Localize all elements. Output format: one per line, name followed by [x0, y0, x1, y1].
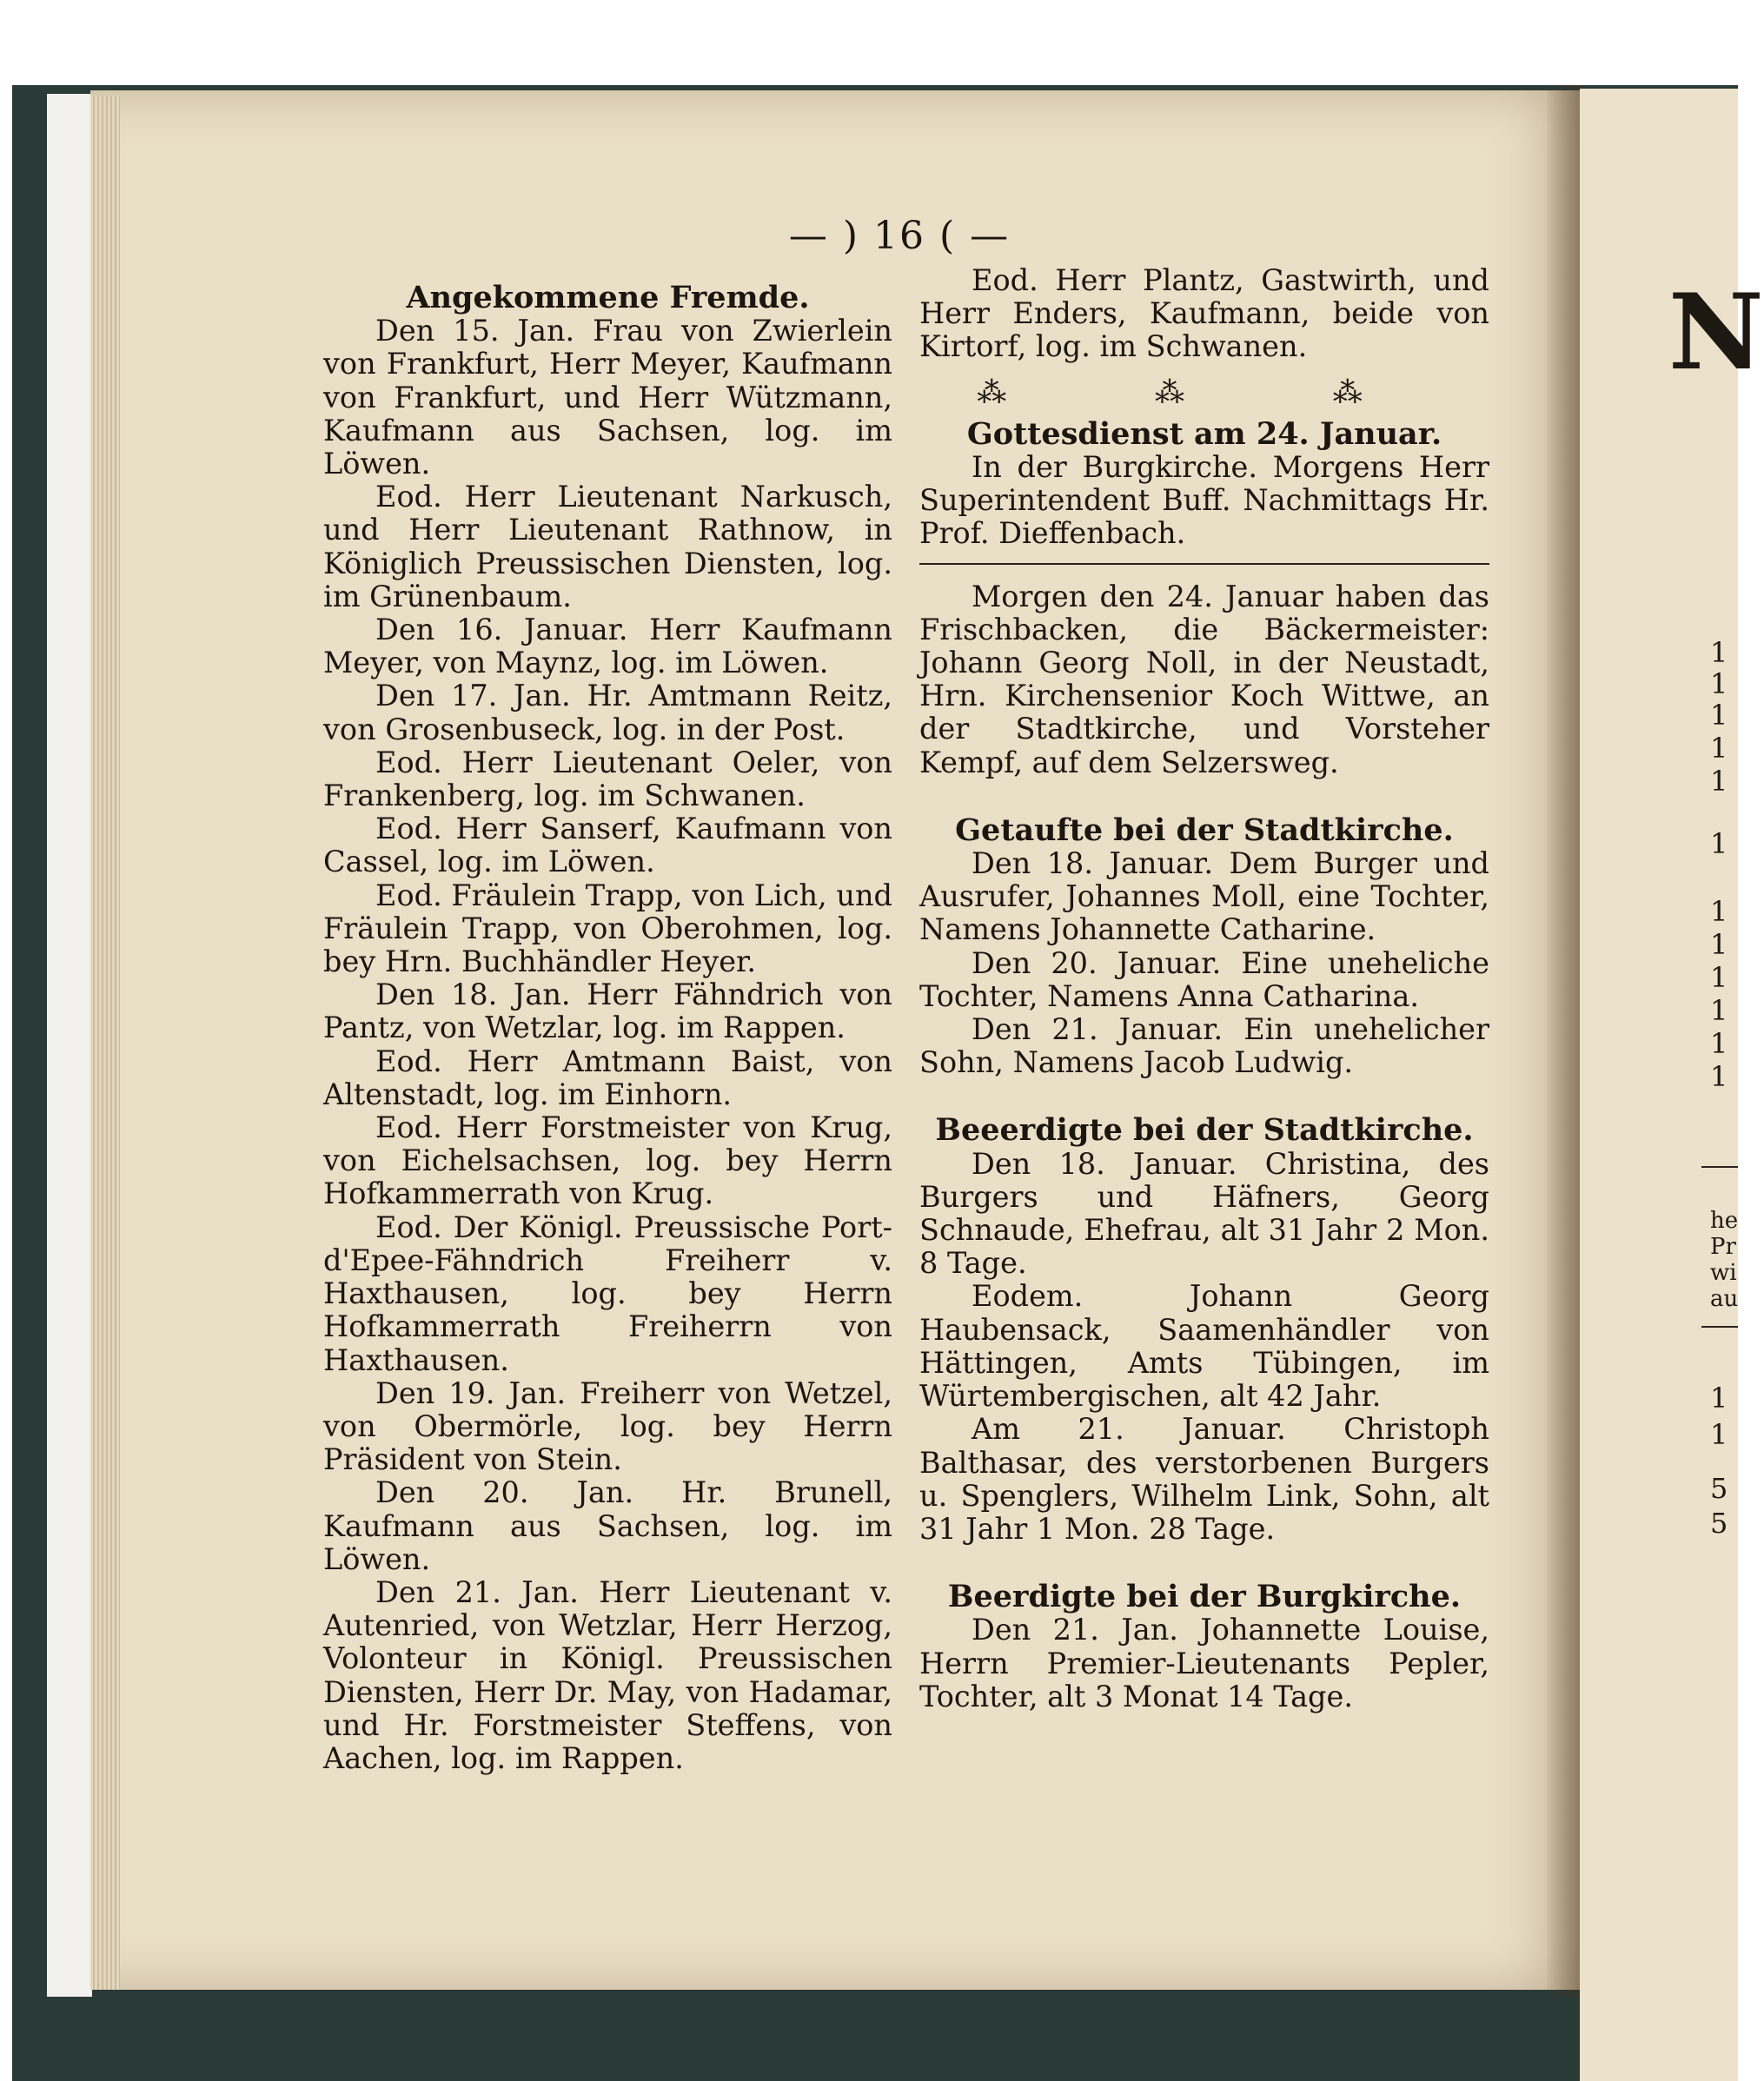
arrival-entry: Eod. Herr Lieutenant Oeler, von Frankenberg, log. im Schwanen.	[323, 745, 892, 813]
left-column	[323, 282, 892, 1775]
next-page-digit: 1	[1710, 827, 1728, 860]
spacer	[919, 779, 1489, 814]
next-page-digit: 1	[1710, 928, 1728, 961]
page-edges	[90, 96, 120, 1990]
arrival-entry: Eod. Herr Forstmeister von Krug, von Eichelsachsen, log. bey Herrn Hofkammerrath von Krug.	[323, 1110, 892, 1211]
next-page-digit: 1	[1710, 1418, 1728, 1451]
heading-church-service: Gottesdienst am 24. Januar.	[966, 415, 1442, 452]
arrival-entry: Eod. Der Königl. Preussische Port-d'Epee-Fähndrich Freiherr v. Haxthausen, log. bey Herrn Hofkammerrath Freiherrn von Haxthausen.	[323, 1209, 892, 1377]
arrival-entry: Den 18. Jan. Herr Fähndrich von Pantz, von Wetzlar, log. im Rappen.	[323, 978, 892, 1045]
heading-baptized: Getaufte bei der Stadtkirche.	[955, 812, 1454, 848]
baptism-entry: Den 20. Januar. Eine uneheliche Tochter, Namens Anna Catharina.	[919, 945, 1489, 1013]
next-page-digit: 1	[1710, 1060, 1728, 1093]
next-page-word: he	[1710, 1208, 1739, 1234]
arrival-entry: Eod. Herr Lieutenant Narkusch, und Herr Lieutenant Rathnow, in Königlich Preussischen Diensten, log. im Grünenbaum.	[323, 480, 892, 613]
next-page-fragment	[1580, 89, 1764, 2081]
next-page-digit: 1	[1710, 895, 1728, 928]
heading-buried-stadtkirche: Beeerdigte bei der Stadtkirche.	[935, 1112, 1474, 1149]
white-margin-strip	[47, 94, 92, 1997]
bakers-notice: Morgen den 24. Januar haben das Frischbacken, die Bäckermeister: Johann Georg Noll, in der Neustadt, Hrn. Kirchensenior Koch Wittwe, an der Stadtkirche, und Vorsteher Kempf, auf dem Selzersweg.	[919, 579, 1489, 779]
baptism-entry: Den 21. Januar. Ein unehelicher Sohn, Namens Jacob Ludwig.	[919, 1012, 1489, 1080]
star-divider: ⁂ ⁂ ⁂	[977, 374, 1432, 410]
next-page-word: au	[1710, 1286, 1739, 1312]
baptism-entry: Den 18. Januar. Dem Burger und Ausrufer, Johannes Moll, eine Tochter, Namens Johannette Catharine.	[919, 846, 1489, 947]
burial-entry: Den 21. Jan. Johannette Louise, Herrn Premier-Lieutenants Pepler, Tochter, alt 3 Monat 14 Tage.	[919, 1613, 1489, 1713]
arrival-entry: Den 15. Jan. Frau von Zwierlein von Frankfurt, Herr Meyer, Kaufmann von Frankfurt, und Herr Wützmann, Kaufmann aus Sachsen, log. im Löwen.	[323, 314, 892, 481]
next-page-digit: 1	[1710, 994, 1728, 1027]
spacer	[919, 1079, 1489, 1114]
burial-entry: Den 18. Januar. Christina, des Burgers und Häfners, Georg Schnaude, Ehefrau, alt 31 Jahr 2 Mon. 8 Tage.	[919, 1146, 1489, 1281]
next-page-digit: 5	[1710, 1507, 1728, 1540]
book-gutter-shadow	[1547, 85, 1580, 1997]
next-page-digit: 1	[1710, 765, 1728, 798]
next-page-digit: 1	[1710, 699, 1728, 732]
next-page-digit: 1	[1710, 1382, 1728, 1415]
next-page-digit: 1	[1710, 1027, 1728, 1060]
arrival-entry: Eod. Herr Amtmann Baist, von Altenstadt, log. im Einhorn.	[323, 1044, 892, 1111]
burial-entry: Am 21. Januar. Christoph Balthasar, des verstorbenen Burgers u. Spenglers, Wilhelm Link, Sohn, alt 31 Jahr 1 Mon. 28 Tage.	[919, 1412, 1489, 1546]
next-page-rule	[1701, 1326, 1738, 1328]
next-page-big-letter: N	[1668, 271, 1764, 394]
next-page-digit: 1	[1710, 667, 1728, 700]
heading-buried-burgkirche: Beerdigte bei der Burgkirche.	[947, 1579, 1462, 1615]
next-page-digit: 5	[1710, 1472, 1728, 1505]
next-page-digit: 1	[1710, 636, 1728, 669]
section-divider	[919, 563, 1489, 565]
right-column	[919, 264, 1489, 1713]
church-service-text: In der Burgkirche. Morgens Herr Superintendent Buff. Nachmittags Hr. Prof. Dieffenbach.	[919, 450, 1489, 551]
burial-entry: Eodem. Johann Georg Haubensack, Saamenhändler von Hättingen, Amts Tübingen, im Würtembergischen, alt 42 Jahr.	[919, 1279, 1489, 1414]
next-page-digit: 1	[1710, 961, 1728, 994]
arrival-entry: Den 17. Jan. Hr. Amtmann Reitz, von Grosenbuseck, log. in der Post.	[323, 679, 892, 746]
arrival-entry: Eod. Herr Sanserf, Kaufmann von Cassel, log. im Löwen.	[323, 812, 892, 879]
arrival-entry: Den 21. Jan. Herr Lieutenant v. Autenried, von Wetzlar, Herr Herzog, Volonteur in Königl. Preussischen Diensten, Herr Dr. May, von Hadamar, und Hr. Forstmeister Steffens, von Aachen, log. im Rappen.	[323, 1574, 892, 1775]
next-page-word: wi	[1710, 1260, 1737, 1286]
heading-arrived-strangers: Angekommene Fremde.	[406, 280, 810, 315]
arrival-entry-continued: Eod. Herr Plantz, Gastwirth, und Herr Enders, Kaufmann, beide von Kirtorf, log. im Schwanen.	[919, 263, 1489, 364]
arrival-entry: Eod. Fräulein Trapp, von Lich, und Fräulein Trapp, von Oberohmen, log. bey Hrn. Buchhändler Heyer.	[323, 878, 892, 979]
arrival-entry: Den 20. Jan. Hr. Brunell, Kaufmann aus Sachsen, log. im Löwen.	[323, 1475, 892, 1576]
arrival-entry: Den 19. Jan. Freiherr von Wetzel, von Obermörle, log. bey Herrn Präsident von Stein.	[323, 1375, 892, 1477]
next-page-digit: 1	[1710, 732, 1728, 765]
page-number: — ) 16 ( —	[788, 214, 1011, 258]
arrival-entry: Den 16. Januar. Herr Kaufmann Meyer, von Maynz, log. im Löwen.	[323, 613, 892, 680]
next-page-rule	[1701, 1166, 1738, 1168]
spacer	[919, 1546, 1489, 1581]
next-page-word: Pr	[1710, 1234, 1736, 1260]
